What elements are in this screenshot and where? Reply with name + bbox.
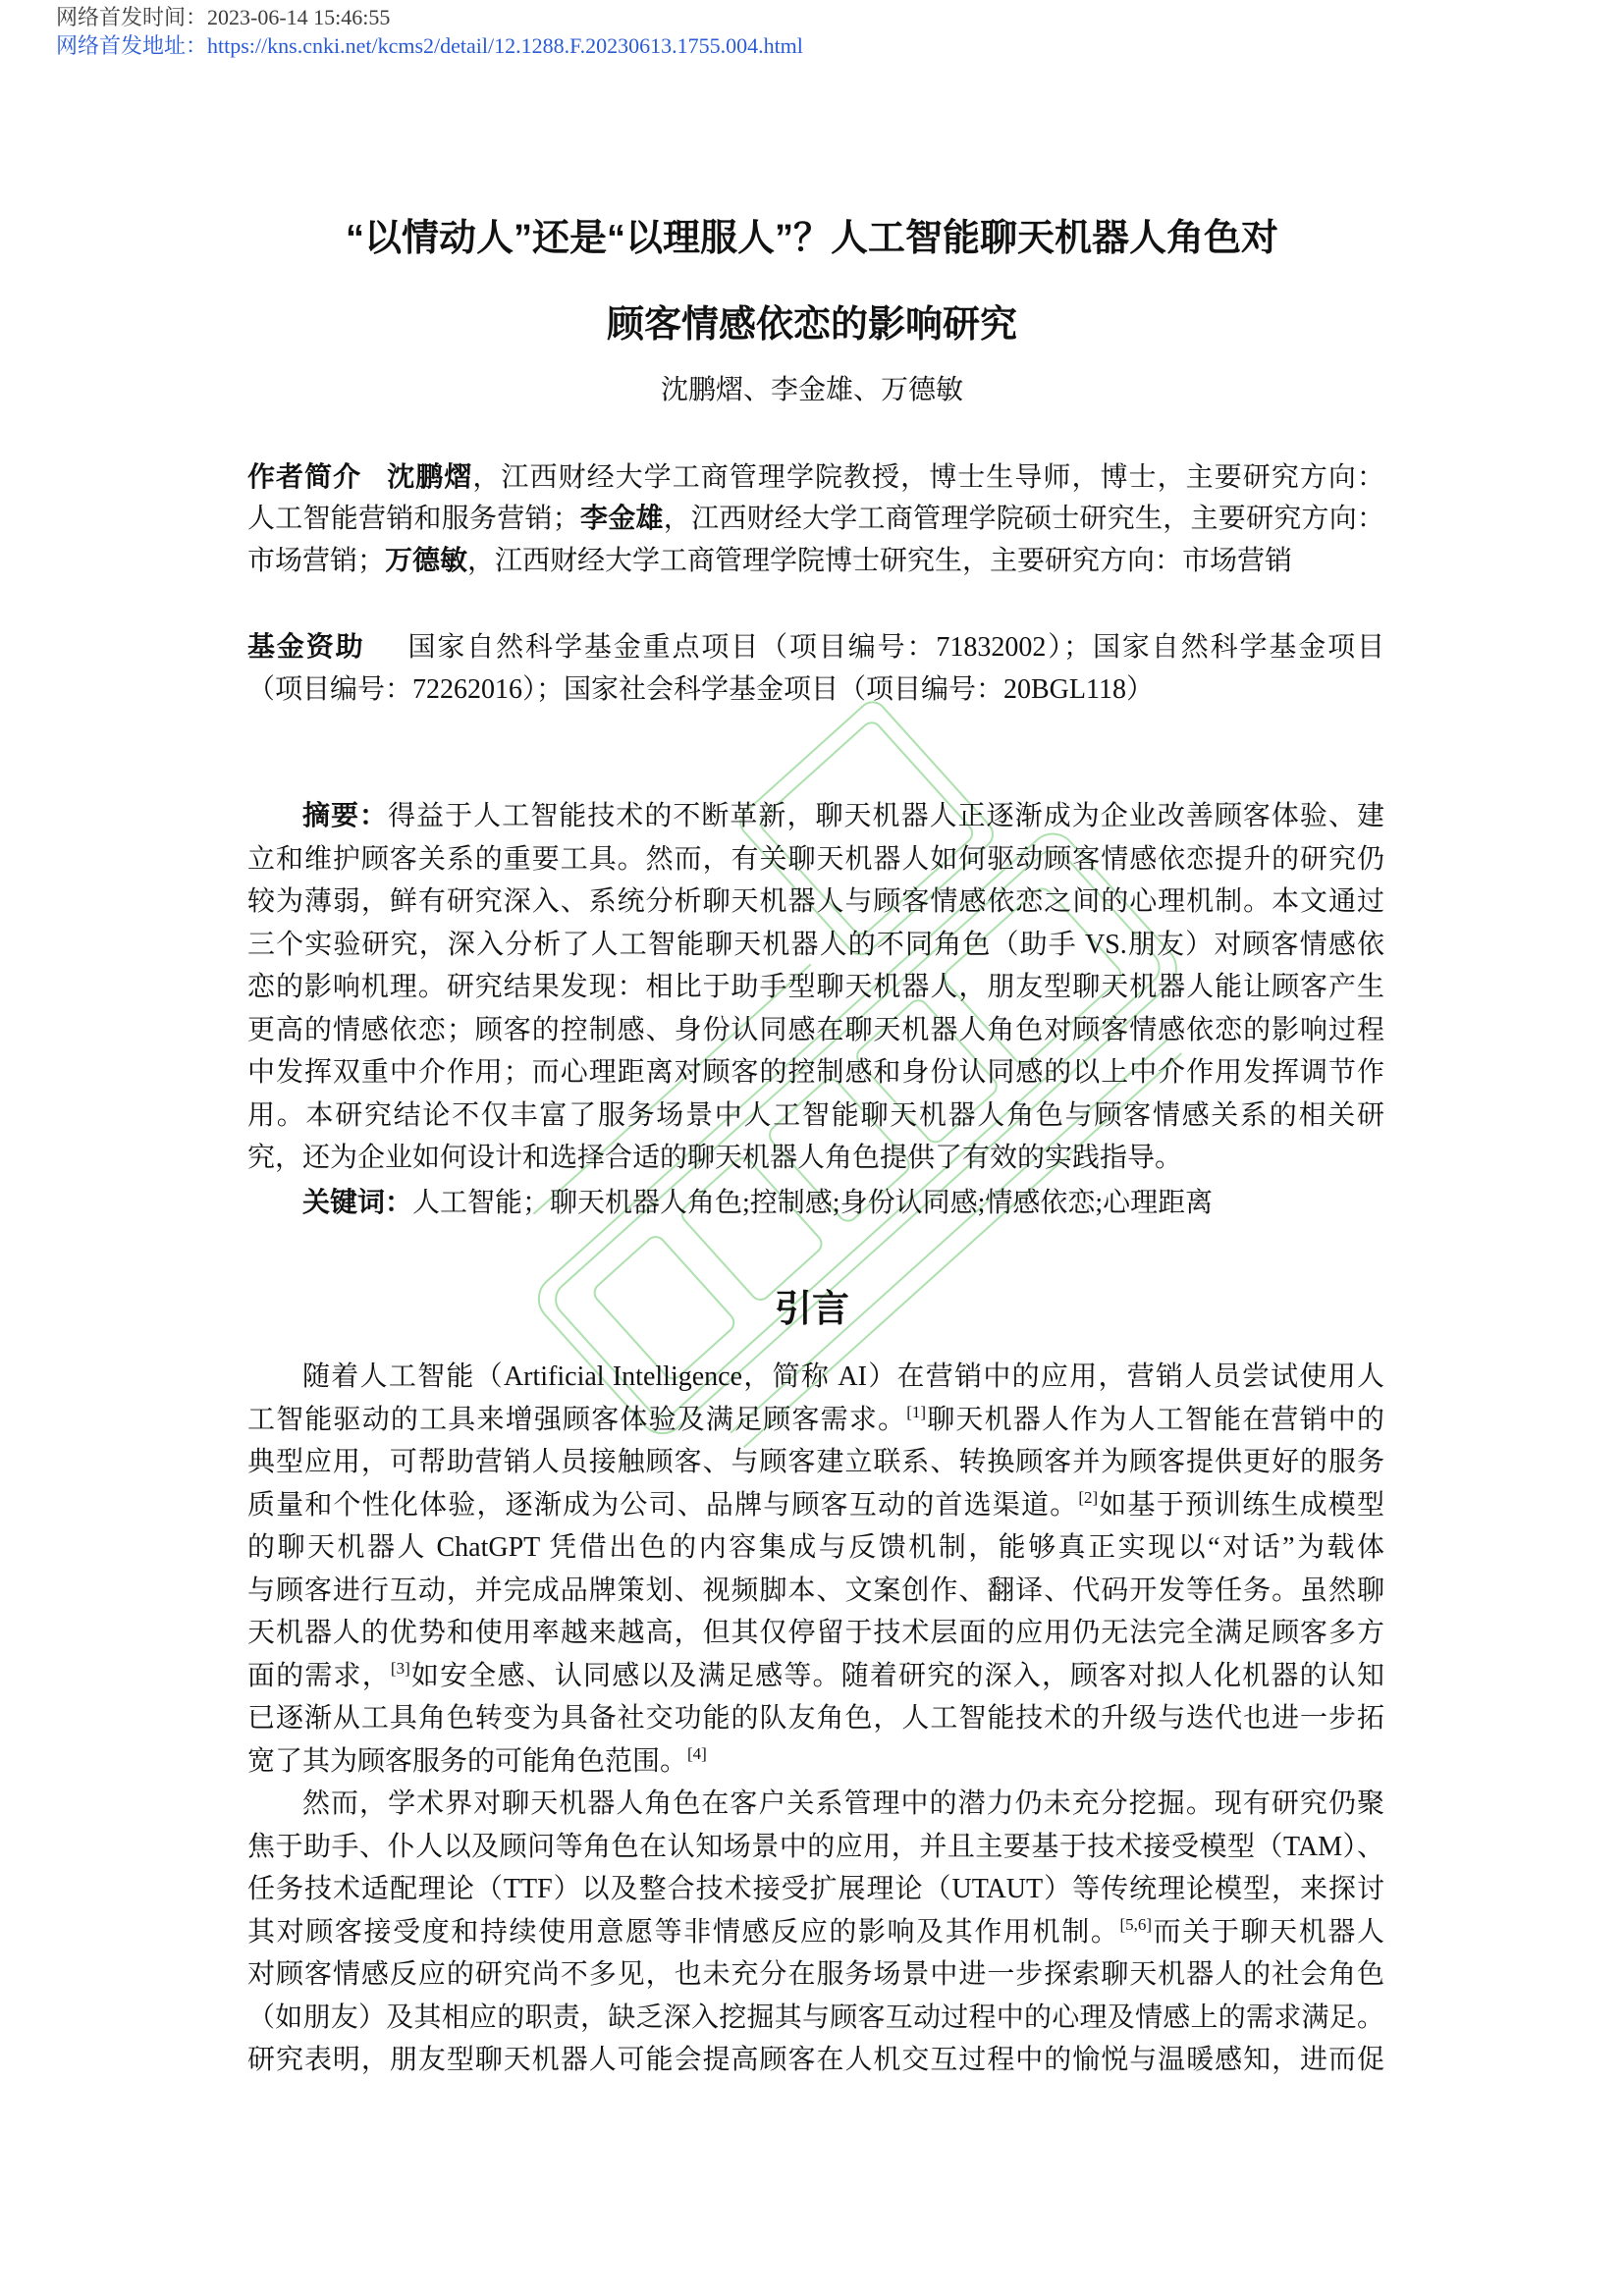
text-line	[247, 1051, 1384, 1095]
text-run: 市场营销；	[247, 546, 386, 576]
paragraph	[247, 1783, 1384, 2082]
bold-text: 摘要：	[302, 801, 389, 831]
text-line	[247, 1612, 1384, 1655]
text-run: 天机器人的优势和使用率越来越高，但其仅停留于技术层面的应用仍无法完全满足顾客多方	[247, 1618, 1384, 1648]
text-run: 中发挥双重中介作用；而心理距离对顾客的控制感和身份认同感的以上中介作用发挥调节作	[247, 1057, 1384, 1088]
text-run: 究，还为企业如何设计和选择合适的聊天机器人角色提供了有效的实践指导。	[247, 1143, 1183, 1173]
text-line	[247, 1484, 1384, 1527]
text-line	[247, 1095, 1384, 1138]
text-run: 与顾客进行互动，并完成品牌策划、视频脚本、文案创作、翻译、代码开发等任务。虽然聊	[247, 1575, 1384, 1606]
text-run: 三个实验研究，深入分析了人工智能聊天机器人的不同角色（助手 VS.朋友）对顾客情感依	[247, 929, 1384, 960]
abstract	[247, 795, 1384, 1180]
text-run: 其对顾客接受度和持续使用意愿等非情感反应的影响及其作用机制。	[247, 1916, 1120, 1948]
text-run: ，江西财经大学工商管理学院博士研究生，主要研究方向：市场营销	[467, 546, 1293, 576]
funding-info	[247, 625, 1384, 711]
keywords	[247, 1182, 1384, 1225]
text-run: 面的需求，	[247, 1660, 391, 1691]
text-run: 已逐渐从工具角色转变为具备社交功能的队友角色，人工智能技术的升级与迭代也进一步拓	[247, 1703, 1384, 1734]
text-line	[247, 498, 1384, 540]
text-run: 任务技术适配理论（TTF）以及整合技术接受扩展理论（UTAUT）等传统理论模型，来探讨	[247, 1874, 1384, 1904]
text-line	[247, 540, 1384, 582]
text-run: 典型应用，可帮助营销人员接触顾客、与顾客建立联系、转换顾客并为顾客提供更好的服务	[247, 1447, 1384, 1477]
text-line	[247, 881, 1384, 924]
text-run: 人工智能营销和服务营销；	[247, 504, 580, 534]
text-line	[247, 1441, 1384, 1484]
text-line	[247, 838, 1384, 881]
text-run: 用。本研究结论不仅丰富了服务场景中人工智能聊天机器人角色与顾客情感关系的相关研	[247, 1099, 1384, 1131]
text-run: 焦于助手、仆人以及顾问等角色在认知场景中的应用，并且主要基于技术接受模型（TAM）、	[247, 1831, 1384, 1862]
text-run: 质量和个性化体验，逐渐成为公司、品牌与顾客互动的首选渠道。	[247, 1489, 1079, 1521]
publish-url-row	[56, 32, 803, 61]
bold-text: 万德敏	[385, 546, 468, 576]
paper-title-line-1: “以情动人”还是“以理服人”？人工智能聊天机器人角色对	[345, 218, 1278, 259]
text-line	[247, 924, 1384, 967]
publish-url-label: 网络首发地址：	[56, 32, 208, 58]
text-line	[247, 1399, 1384, 1442]
text-run: 如安全感、认同感以及满足感等。随着研究的深入，顾客对拟人化机器的认知	[409, 1660, 1384, 1691]
author-list: 沈鹏熠、李金雄、万德敏	[660, 375, 963, 405]
text-run: 工智能驱动的工具来增强顾客体验及满足顾客需求。	[247, 1404, 907, 1435]
section-heading-introduction: 引言	[774, 1289, 849, 1330]
text-line	[247, 1655, 1384, 1698]
text-line	[247, 1783, 1384, 1826]
text-line	[247, 1697, 1384, 1740]
citation-superscript: [2]	[1078, 1487, 1099, 1507]
text-run: 较为薄弱，鲜有研究深入、系统分析聊天机器人与顾客情感依恋之间的心理机制。本文通过	[247, 886, 1384, 917]
text-run: 更高的情感依恋；顾客的控制感、身份认同感在聊天机器人角色对顾客情感依恋的影响过程	[247, 1014, 1384, 1045]
text-run: 国家自然科学基金重点项目（项目编号：71832002）；国家自然科学基金项目	[407, 632, 1384, 663]
text-run: （项目编号：72262016）；国家社会科学基金项目（项目编号：20BGL118）	[247, 673, 1154, 705]
text-run: 恋的影响机理。研究结果发现：相比于助手型聊天机器人，朋友型聊天机器人能让顾客产生	[247, 972, 1384, 1002]
text-line	[247, 1182, 1384, 1225]
publish-url-link[interactable]: https://kns.cnki.net/kcms2/detail/12.1288.F.20230613.1755.004.html	[207, 32, 803, 58]
text-line	[247, 1953, 1384, 1997]
publish-time-value: 2023-06-14 15:46:55	[207, 5, 391, 29]
text-run: ，江西财经大学工商管理学院硕士研究生，主要研究方向：	[663, 504, 1384, 534]
text-run: 聊天机器人作为人工智能在营销中的	[926, 1404, 1384, 1435]
text-run: 而关于聊天机器人	[1152, 1916, 1384, 1948]
section-label: 基金资助	[247, 631, 365, 662]
publication-header	[56, 4, 803, 60]
paragraph	[247, 1356, 1384, 1783]
text-run: 如基于预训练生成模型	[1098, 1489, 1384, 1521]
text-line	[247, 1526, 1384, 1570]
text-line	[247, 795, 1384, 838]
text-run: 立和维护顾客关系的重要工具。然而，有关聊天机器人如何驱动顾客情感依恋提升的研究仍	[247, 843, 1384, 875]
citation-superscript: [1]	[906, 1402, 927, 1421]
author-bio	[247, 455, 1384, 582]
citation-superscript: [4]	[687, 1743, 707, 1763]
text-run: 然而，学术界对聊天机器人角色在客户关系管理中的潜力仍未充分挖掘。现有研究仍聚	[302, 1789, 1384, 1819]
bold-text: 关键词：	[302, 1188, 413, 1218]
paper-title-line-2: 顾客情感依恋的影响研究	[606, 304, 1017, 346]
text-run: 研究表明，朋友型聊天机器人可能会提高顾客在人机交互过程中的愉悦与温暖感知，进而促	[247, 2045, 1384, 2075]
text-line	[247, 966, 1384, 1009]
text-line	[247, 1570, 1384, 1613]
text-line	[247, 1997, 1384, 2040]
text-line	[247, 1137, 1384, 1180]
text-run: ，江西财经大学工商管理学院教授，博士生导师，博士，主要研究方向：	[472, 462, 1384, 493]
text-line	[247, 1826, 1384, 1869]
text-run: 随着人工智能（Artificial Intelligence，简称 AI）在营销中的应用，营销人员尝试使用人	[302, 1362, 1384, 1392]
text-line	[247, 668, 1384, 712]
text-run: 对顾客情感反应的研究尚不多见，也未充分在服务场景中进一步探索聊天机器人的社会角色	[247, 1959, 1384, 1990]
publish-time-label: 网络首发时间：	[56, 5, 208, 29]
text-line	[247, 455, 1384, 498]
section-label: 作者简介	[247, 461, 362, 492]
text-line	[247, 2039, 1384, 2082]
text-run: （如朋友）及其相应的职责，缺乏深入挖掘其与顾客互动过程中的心理及情感上的需求满足。	[247, 2002, 1384, 2033]
text-line	[247, 1356, 1384, 1399]
text-line	[247, 625, 1384, 668]
text-run: 人工智能；聊天机器人角色;控制感;身份认同感;情感依恋;心理距离	[412, 1188, 1214, 1218]
text-line	[247, 1868, 1384, 1911]
text-run: 的聊天机器人 ChatGPT 凭借出色的内容集成与反馈机制，能够真正实现以“对话”为载体	[247, 1532, 1384, 1563]
text-line	[247, 1911, 1384, 1954]
text-line	[247, 1740, 1384, 1784]
text-run: 得益于人工智能技术的不断革新，聊天机器人正逐渐成为企业改善顾客体验、建	[388, 801, 1384, 831]
citation-superscript: [3]	[390, 1658, 410, 1678]
bold-text: 李金雄	[579, 504, 664, 534]
bold-text: 沈鹏熠	[387, 462, 473, 493]
publish-time-row	[56, 4, 803, 32]
citation-superscript: [5,6]	[1119, 1914, 1153, 1934]
introduction-body	[247, 1356, 1384, 2082]
text-line	[247, 1009, 1384, 1052]
text-run: 宽了其为顾客服务的可能角色范围。	[247, 1745, 688, 1777]
